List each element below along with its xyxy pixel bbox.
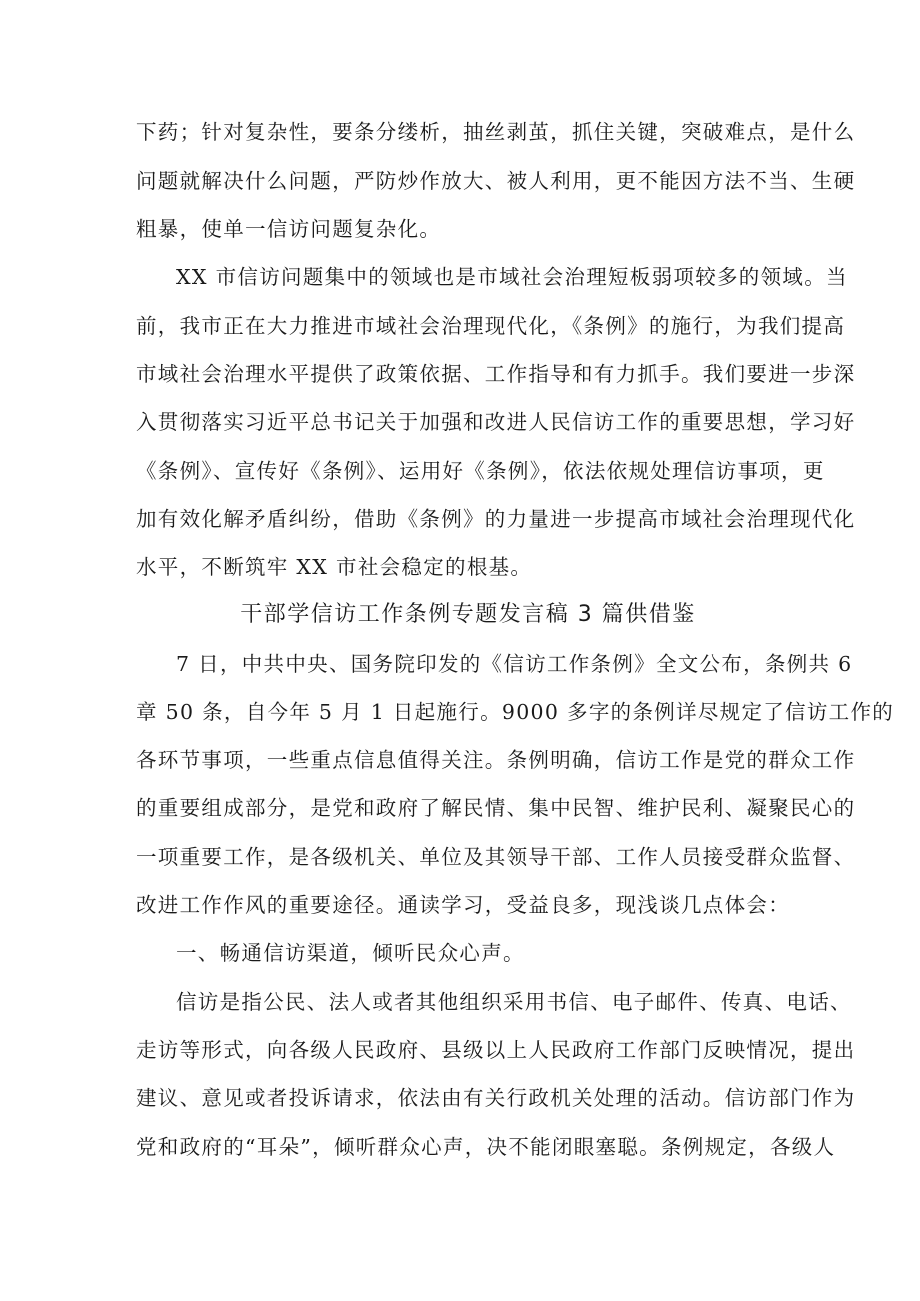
document-title: 干部学信访工作条例专题发言稿 3 篇供借鉴 <box>240 602 696 627</box>
paragraph-line: 下药；针对复杂性，要条分缕析，抽丝剥茧，抓住关键，突破难点，是什么 <box>136 120 856 144</box>
paragraph-line: 建议、意见或者投诉请求，依法由有关行政机关处理的活动。信访部门作为 <box>136 1086 856 1110</box>
section-heading: 一、畅通信访渠道，倾听民众心声。 <box>176 941 525 965</box>
paragraph-line: 改进工作作风的重要途径。通读学习，受益良多，现浅谈几点体会： <box>136 893 790 917</box>
paragraph-line: 一项重要工作，是各级机关、单位及其领导干部、工作人员接受群众监督、 <box>136 845 856 869</box>
paragraph-line: 加有效化解矛盾纠纷，借助《条例》的力量进一步提高市域社会治理现代化 <box>136 507 856 531</box>
paragraph-line: 的重要组成部分，是党和政府了解民情、集中民智、维护民利、凝聚民心的 <box>136 796 856 820</box>
paragraph-line: 7 日，中共中央、国务院印发的《信访工作条例》全文公布，条例共 6 <box>176 652 853 676</box>
paragraph-line: 问题就解决什么问题，严防炒作放大、被人利用，更不能因方法不当、生硬 <box>136 169 856 193</box>
paragraph-line: 粗暴，使单一信访问题复杂化。 <box>136 217 442 241</box>
paragraph-line: 信访是指公民、法人或者其他组织采用书信、电子邮件、传真、电话、 <box>176 990 852 1014</box>
paragraph-line: 水平，不断筑牢 XX 市社会稳定的根基。 <box>136 555 533 579</box>
paragraph-line: XX 市信访问题集中的领域也是市域社会治理短板弱项较多的领域。当 <box>176 265 848 289</box>
paragraph-line: 《条例》、宣传好《条例》、运用好《条例》，依法依规处理信访事项，更 <box>136 459 825 483</box>
paragraph-line: 各环节事项，一些重点信息值得关注。条例明确，信访工作是党的群众工作 <box>136 748 856 772</box>
paragraph-line: 市域社会治理水平提供了政策依据、工作指导和有力抓手。我们要进一步深 <box>136 362 856 386</box>
paragraph-line: 前，我市正在大力推进市域社会治理现代化，《条例》的施行，为我们提高 <box>136 314 846 338</box>
paragraph-line: 章 50 条，自今年 5 月 1 日起施行。9000 多字的条例详尽规定了信访工作的 <box>136 700 895 724</box>
paragraph-line: 党和政府的“耳朵”，倾听群众心声，决不能闭眼塞聪。条例规定，各级人 <box>136 1135 836 1159</box>
paragraph-line: 入贯彻落实习近平总书记关于加强和改进人民信访工作的重要思想，学习好 <box>136 410 856 434</box>
paragraph-line: 走访等形式，向各级人民政府、县级以上人民政府工作部门反映情况，提出 <box>136 1038 856 1062</box>
